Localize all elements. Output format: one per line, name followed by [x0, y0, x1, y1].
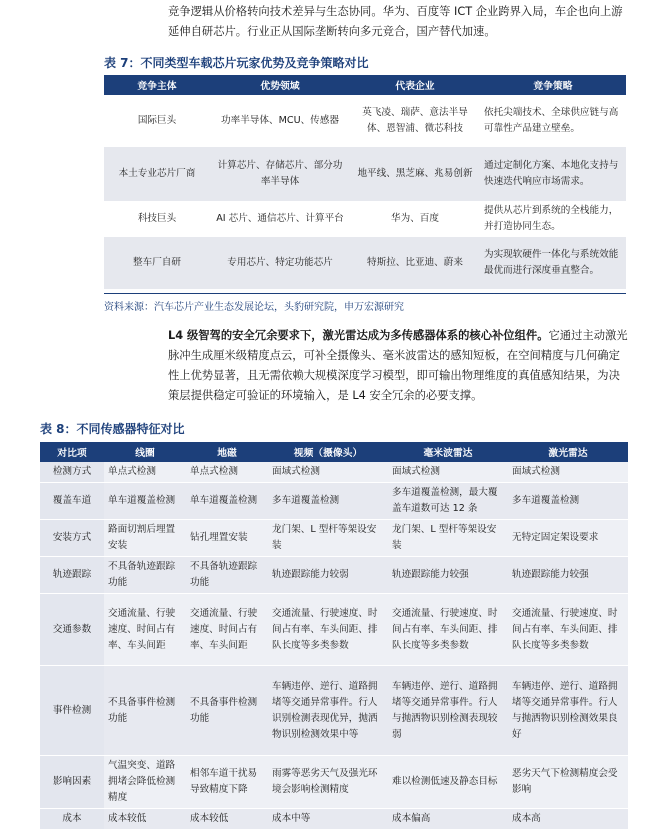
table8-header: 地磁 — [186, 442, 268, 462]
table7-cell: 通过定制化方案、本地化支持与快速迭代响应市场需求。 — [480, 147, 626, 201]
table7-source: 资料来源：汽车芯片产业生态发展论坛，头豹研究院，申万宏源研究 — [104, 302, 404, 313]
table8-cell: 多车道覆盖检测 — [268, 483, 388, 520]
table8-cell: 单点式检测 — [186, 462, 268, 483]
table8-header-row — [40, 442, 628, 462]
table8-row-label: 交通参数 — [40, 594, 104, 666]
table7-cell: 功率半导体、MCU、传感器 — [221, 115, 339, 126]
table8-cell: 交通流量、行驶速度、时间占有率、车头间距、排队长度等多类参数 — [508, 594, 628, 666]
table8-cell: 不具备轨迹跟踪功能 — [186, 557, 268, 594]
table-row — [40, 666, 628, 756]
table8-cell: 不具备轨迹跟踪功能 — [104, 557, 186, 594]
table8-cell: 交通流量、行驶速度、时间占有率、车头间距 — [104, 594, 186, 666]
table8-cell: 轨迹跟踪能力较强 — [388, 557, 508, 594]
table8 — [40, 442, 628, 830]
table7-header: 竞争策略 — [480, 75, 626, 95]
table8-row-label: 成本 — [40, 809, 104, 830]
lidar-paragraph-body: 它通过主动激光脉冲生成厘米级精度点云，可补全摄像头、毫米波雷达的感知短板，在空间精度与几何确定性上优势显著，且无需依赖大规模深度学习模型，即可输出物理维度的真值感知结果，为决策层提供稳定可验证的环境输入，是 L4 安全冗余的必要支撑。 — [168, 329, 628, 402]
table-row — [40, 462, 628, 483]
table7-cell: 华为、百度 — [391, 213, 439, 224]
table-row — [104, 237, 626, 289]
table-row — [104, 147, 626, 201]
table8-cell: 成本较低 — [186, 809, 268, 830]
table8-cell: 气温突变、道路拥堵会降低检测精度 — [104, 756, 186, 809]
table8-cell: 单点式检测 — [104, 462, 186, 483]
table8-cell: 面域式检测 — [508, 462, 628, 483]
table8-cell: 龙门架、L 型杆等架设安装 — [388, 520, 508, 557]
table-row — [40, 756, 628, 809]
table8-header: 视频（摄像头） — [268, 442, 388, 462]
intro-paragraph: 竞争逻辑从价格转向技术差异与生态协同。华为、百度等 ICT 企业跨界入局，车企也向上游延伸自研芯片。行业正从国际垄断转向多元竞合，国产替代加速。 — [168, 5, 623, 38]
table-row — [104, 201, 626, 237]
table7-header: 代表企业 — [350, 75, 480, 95]
table8-row-label: 安装方式 — [40, 520, 104, 557]
table8-cell: 轨迹跟踪能力较弱 — [268, 557, 388, 594]
lidar-paragraph-lead: L4 级智驾的安全冗余要求下，激光雷达成为多传感器体系的核心补位组件。 — [168, 329, 549, 342]
table8-row-label: 覆盖车道 — [40, 483, 104, 520]
table8-cell: 车辆违停、逆行、道路拥堵等交通异常事件。行人与抛洒物识别检测表现较弱 — [388, 666, 508, 756]
table8-cell: 轨迹跟踪能力较强 — [508, 557, 628, 594]
table8-cell: 交通流量、行驶速度、时间占有率、车头间距 — [186, 594, 268, 666]
table8-cell: 无特定固定架设要求 — [508, 520, 628, 557]
table-row — [104, 95, 626, 147]
table8-cell: 车辆违停、逆行、道路拥堵等交通异常事件。行人识别检测表现优异，抛洒物识别检测效果中等 — [268, 666, 388, 756]
table8-cell: 路面切割后埋置安装 — [104, 520, 186, 557]
table8-cell: 恶劣天气下检测精度会受影响 — [508, 756, 628, 809]
table8-cell: 龙门架、L 型杆等架设安装 — [268, 520, 388, 557]
table8-header: 毫米波雷达 — [388, 442, 508, 462]
table8-cell: 不具备事件检测功能 — [104, 666, 186, 756]
table7-cell: AI 芯片、通信芯片、计算平台 — [216, 213, 344, 224]
table8-row-label: 事件检测 — [40, 666, 104, 756]
table-row — [40, 594, 628, 666]
table8-cell: 成本偏高 — [388, 809, 508, 830]
table7-cell: 整车厂自研 — [104, 237, 210, 289]
table7-cell: 科技巨头 — [137, 213, 177, 224]
table7-cell: 本土专业芯片厂商 — [104, 147, 210, 201]
table7-cell: 特斯拉、比亚迪、蔚来 — [350, 237, 480, 289]
table7-cell: 国际巨头 — [137, 115, 177, 126]
table7-header: 优势领域 — [210, 75, 350, 95]
table8-row-label: 检测方式 — [40, 462, 104, 483]
table7-bottom-rule — [104, 293, 626, 294]
table8-cell: 钻孔埋置安装 — [186, 520, 268, 557]
table8-cell: 成本中等 — [268, 809, 388, 830]
table8-cell: 不具备事件检测功能 — [186, 666, 268, 756]
table7-header: 竞争主体 — [104, 75, 210, 95]
table8-cell: 难以检测低速及静态目标 — [388, 756, 508, 809]
table8-cell: 成本高 — [508, 809, 628, 830]
table-row — [40, 483, 628, 520]
table8-cell: 雨雾等恶劣天气及强光环境会影响检测精度 — [268, 756, 388, 809]
table8-cell: 面域式检测 — [268, 462, 388, 483]
table8-row-label: 影响因素 — [40, 756, 104, 809]
table8-title: 表 8：不同传感器特征对比 — [40, 422, 185, 436]
table7-cell: 英飞凌、瑞萨、意法半导体、恩智浦、微芯科技 — [362, 107, 468, 134]
table7-cell: 提供从芯片到系统的全栈能力，并打造协同生态。 — [484, 205, 619, 232]
table8-cell: 交通流量、行驶速度、时间占有率、车头间距、排队长度等多类参数 — [268, 594, 388, 666]
table7 — [104, 75, 626, 289]
table7-cell: 专用芯片、特定功能芯片 — [210, 237, 350, 289]
table7-cell: 为实现软硬件一体化与系统效能最优而进行深度垂直整合。 — [480, 237, 626, 289]
table-row — [40, 809, 628, 830]
lidar-paragraph — [168, 326, 628, 406]
table8-header: 激光雷达 — [508, 442, 628, 462]
table7-cell: 计算芯片、存储芯片、部分功率半导体 — [210, 147, 350, 201]
table8-cell: 面域式检测 — [388, 462, 508, 483]
table7-cell: 依托尖端技术、全球供应链与高可靠性产品建立壁垒。 — [484, 107, 619, 134]
table8-cell: 单车道覆盖检测 — [186, 483, 268, 520]
table8-header: 对比项 — [40, 442, 104, 462]
table8-cell: 交通流量、行驶速度、时间占有率、车头间距、排队长度等多类参数 — [388, 594, 508, 666]
table8-cell: 单车道覆盖检测 — [104, 483, 186, 520]
table8-cell: 多车道覆盖检测 — [508, 483, 628, 520]
table-row — [40, 557, 628, 594]
table8-cell: 成本较低 — [104, 809, 186, 830]
table8-cell: 车辆违停、逆行、道路拥堵等交通异常事件。行人与抛洒物识别检测效果良好 — [508, 666, 628, 756]
table7-cell: 地平线、黑芝麻、兆易创新 — [350, 147, 480, 201]
table7-title: 表 7：不同类型车载芯片玩家优势及竞争策略对比 — [104, 56, 369, 70]
table8-cell: 多车道覆盖检测，最大覆盖车道数可达 12 条 — [388, 483, 508, 520]
table-row — [40, 520, 628, 557]
table8-header: 线圈 — [104, 442, 186, 462]
table7-header-row — [104, 75, 626, 95]
table8-cell: 相邻车道干扰易导致精度下降 — [186, 756, 268, 809]
table8-row-label: 轨迹跟踪 — [40, 557, 104, 594]
